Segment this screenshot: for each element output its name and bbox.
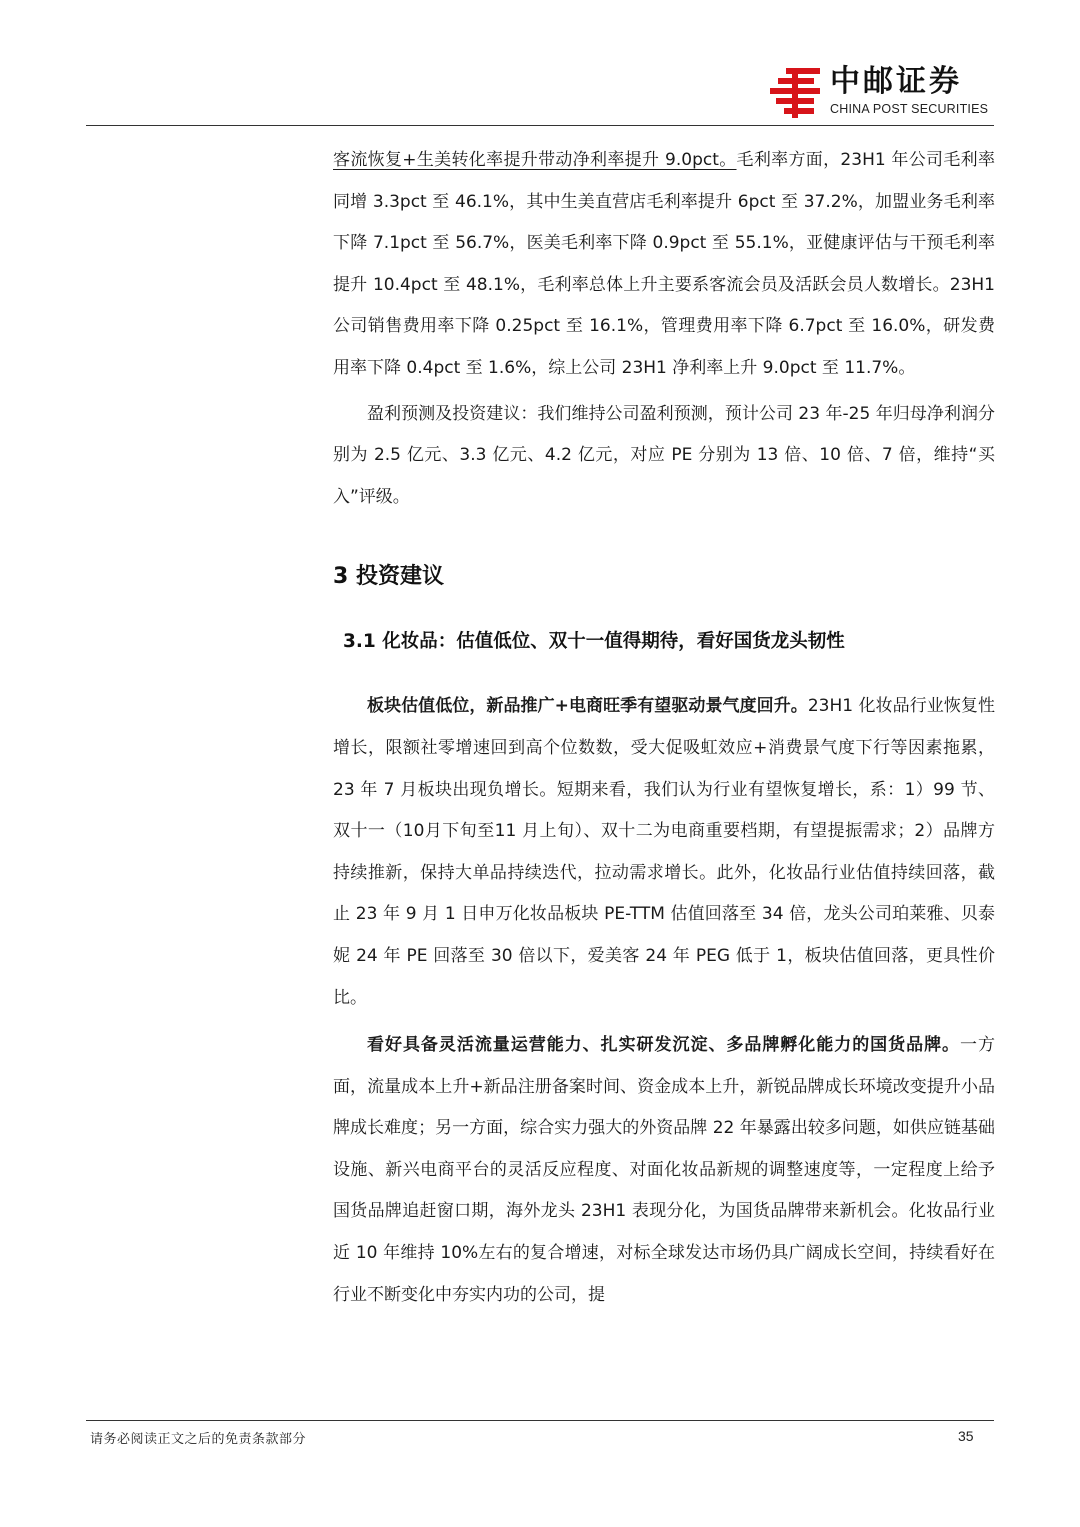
footer-divider xyxy=(86,1420,994,1421)
page-number: 35 xyxy=(958,1428,974,1444)
paragraph-body: 一方面，流量成本上升+新品注册备案时间、资金成本上升，新锐品牌成长环境改变提升小品牌成长难度；另一方面，综合实力强大的外资品牌 22 年暴露出较多问题，如供应链基础设施、新兴电商平台的灵活反应程度、对面化妆品新规的调整速度等，一定程度上给予国货品牌追赶窗口期，海外龙头 23H1 表现分化，为国货品牌带来新机会。化妆品行业近 10 年维持 10%左右的复合增速，对标全球发达市场仍具广阔成长空间，持续看好在行业不断变化中夯实内功的公司，提 xyxy=(333,1035,996,1305)
section-title: 3 投资建议 xyxy=(333,564,444,590)
paragraph-lead-bold: 板块估值低位，新品推广+电商旺季有望驱动景气度回升。 xyxy=(367,696,808,717)
subsection-title: 3.1 化妆品：估值低位、双十一值得期待，看好国货龙头韧性 xyxy=(343,631,845,653)
document-body xyxy=(333,140,995,1316)
logo-english-name: CHINA POST SECURITIES xyxy=(830,102,989,116)
page-header xyxy=(0,0,1080,128)
paragraph-body: 毛利率方面，23H1 年公司毛利率同增 3.3pct 至 46.1%，其中生美直营店毛利率提升 6pct 至 37.2%，加盟业务毛利率下降 7.1pct 至 56.7%，医美毛利率下降 0.9pct 至 55.1%，亚健康评估与干预毛利率提升 10.4pct 至 48.1%，毛利率总体上升主要系客流会员及活跃会员人数增长。23H1 公司销售费用率下降 0.25pct 至 16.1%，管理费用率下降 6.7pct 至 16.0%，研发费用率下降 0.4pct 至 1.6%，综上公司 23H1 净利率上升 9.0pct 至 11.7%。 xyxy=(333,150,995,378)
paragraph-margin-analysis xyxy=(333,140,995,390)
paragraph-investment-advice: 盈利预测及投资建议：我们维持公司盈利预测，预计公司 23 年-25 年归母净利润分别为 2.5 亿元、3.3 亿元、4.2 亿元，对应 PE 分别为 13 倍、10 倍、7 倍，维持“买入”评级。 xyxy=(333,403,995,507)
footer-disclaimer: 请务必阅读正文之后的免责条款部分 xyxy=(90,1432,307,1447)
paragraph-lead-underlined: 客流恢复+生美转化率提升带动净利率提升 9.0pct。 xyxy=(333,150,737,170)
header-divider xyxy=(86,125,994,126)
logo-chinese-name: 中邮证券 xyxy=(830,64,962,99)
company-logo xyxy=(768,64,998,124)
china-post-logo-icon xyxy=(768,66,822,120)
paragraph-body: 23H1 化妆品行业恢复性增长，限额社零增速回到高个位数数，受大促吸虹效应+消费景气度下行等因素拖累，23 年 7 月板块出现负增长。短期来看，我们认为行业有望恢复增长，系：1）99 节、双十一（10月下旬至11 月上旬）、双十二为电商重要档期，有望提振需求；2）品牌方持续推新，保持大单品持续迭代，拉动需求增长。此外，化妆品行业估值持续回落，截止 23 年 9 月 1 日申万化妆品板块 PE-TTM 估值回落至 34 倍，龙头公司珀莱雅、贝泰妮 24 年 PE 回落至 30 倍以下，爱美客 24 年 PEG 低于 1，板块估值回落，更具性价比。 xyxy=(333,696,995,1008)
paragraph-lead-bold: 看好具备灵活流量运营能力、扎实研发沉淀、多品牌孵化能力的国货品牌。 xyxy=(367,1035,961,1056)
paragraph-domestic-brands xyxy=(333,1025,995,1316)
paragraph-sector-valuation xyxy=(333,686,995,1019)
